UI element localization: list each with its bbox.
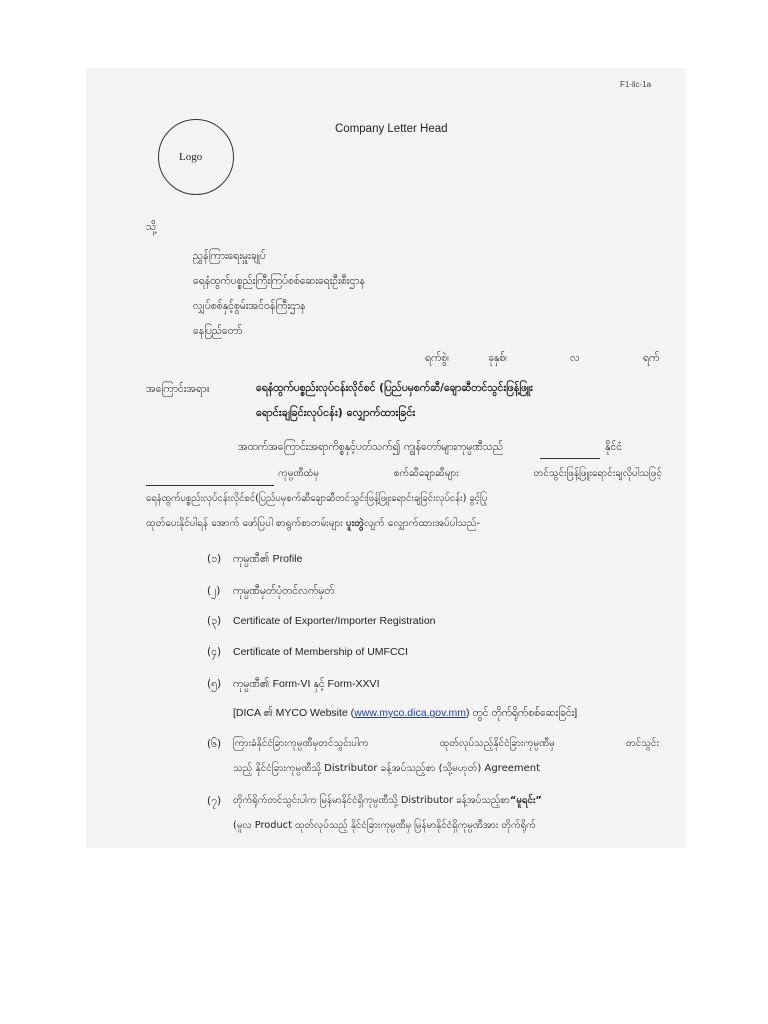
body-line-3: ရေနံထွက်ပစ္စည်းလုပ်ငန်းလိုင်စင်(ပြည်ပမှစက်ဆီချောဆီတင်သွင်းဖြန့်ဖြူးရောင်းချခြင်းလုပ်ငန်း) ခွင့်ပြု <box>146 493 488 504</box>
body-line-4: ထုတ်ပေးနိုင်ပါရန် အောက် ဖော်ပြပါ စာရွက်စာတမ်းများ ပူးတွဲလျက် လျှောက်ထားအပ်ပါသည်- <box>146 518 481 529</box>
item-2-text: ကုမ္ပဏီမှတ်ပုံတင်လက်မှတ် <box>233 585 335 597</box>
body-line-4-bold: ပူးတွဲ <box>345 518 364 529</box>
recipient-to: သို့ <box>146 221 157 233</box>
item-7-number: (၇) <box>207 795 222 807</box>
body-company-blank <box>146 467 274 486</box>
letterhead-title: Company Letter Head <box>335 123 448 135</box>
item-4-text: Certificate of Membership of UMFCCI <box>233 646 409 658</box>
body-line-1-start: အထက်အကြောင်းအရာကိစ္စနှင့်ပတ်သက်၍ ကျွန်တော်များကုမ္ပဏီသည် <box>238 441 504 453</box>
subject-label: အကြောင်းအရာ။ <box>146 383 210 395</box>
item-6-line-2: သည့် နိုင်ငံခြားကုမ္ပဏီသို့ Distributor ခန့်အပ်သည့်စာ (သို့မဟုတ်) Agreement <box>233 763 541 774</box>
item-4-number: (၄) <box>207 646 222 658</box>
date-month-label: လ <box>570 352 580 364</box>
item-5-text: ကုမ္ပဏီ၏ Form-VI နှင့် Form-XXVI <box>233 678 380 690</box>
item-6-number: (၆) <box>207 738 222 750</box>
item-2-number: (၂) <box>207 585 221 597</box>
date-year-suffix: ခုနှစ်၊ <box>488 352 507 364</box>
item-3-text: Certificate of Exporter/Importer Registration <box>233 615 436 627</box>
form-code: F1-lic-1a <box>620 80 652 89</box>
recipient-line-4: နေပြည်တော် <box>193 325 243 337</box>
date-year-label: ရက်စွဲ၊ <box>425 352 449 364</box>
recipient-line-1: ညွှန်ကြားရေးမှူးချုပ် <box>193 250 266 262</box>
item-7-line-2: (မူလ Product ထုတ်လုပ်သည့် နိုင်ငံခြားကုမ္ပဏီမှ မြန်မာနိုင်ငံရှိကုမ္ပဏီအား တိုက်ရိုက် <box>233 820 536 831</box>
body-line-1-end: နိုင်ငံ <box>605 441 623 453</box>
body-line-2: ကုမ္ပဏီထံမှ စက်ဆီချောဆီများ တင်သွင်းဖြန့်ဖြူးရောင်းချလိုပါသဖြင့် <box>278 468 662 479</box>
item-5-number: (၅) <box>207 678 222 690</box>
myco-website-link[interactable]: www.myco.dica.gov.mm <box>354 707 467 719</box>
recipient-line-2: ရေနံထွက်ပစ္စည်းကြီးကြပ်စစ်ဆေးရေးဦးစီးဌာန <box>193 275 365 287</box>
subject-line-1: ရေနံထွက်ပစ္စည်းလုပ်ငန်းလိုင်စင် (ပြည်ပမှစက်ဆီ/ချောဆီတင်သွင်းဖြန့်ဖြူး <box>256 382 533 394</box>
item-7-original-bold: “မူရင်း” <box>509 795 542 806</box>
dica-note: [DICA ၏ MYCO Website (www.myco.dica.gov.mm) တွင် တိုက်ရိုက်စစ်ဆေးခြင်း] <box>233 707 578 719</box>
subject-line-2: ရောင်းချခြင်းလုပ်ငန်း) လျှောက်ထားခြင်း <box>256 406 416 419</box>
item-6-line-1: ကြားခံနိုင်ငံခြားကုမ္ပဏီမှတင်သွင်းပါက ထုတ်လုပ်သည့်နိုင်ငံခြားကုမ္ပဏီမှ တင်သွင်း <box>233 738 659 749</box>
item-1-number: (၁) <box>207 553 222 565</box>
logo-text: Logo <box>179 151 203 163</box>
date-day-label: ရက် <box>643 352 660 364</box>
item-7-line-1: တိုက်ရိုက်တင်သွင်းပါက မြန်မာနိုင်ငံရှိကုမ္ပဏီသို့ Distributor ခန့်အပ်သည့်စာ“မူရင်း” <box>233 795 542 806</box>
item-3-number: (၃) <box>207 615 222 627</box>
body-country-blank <box>540 440 600 459</box>
item-1-text: ကုမ္ပဏီ၏ Profile <box>233 553 303 565</box>
recipient-line-3: လျှပ်စစ်နှင့်စွမ်းအင်ဝန်ကြီးဌာန <box>193 300 306 312</box>
